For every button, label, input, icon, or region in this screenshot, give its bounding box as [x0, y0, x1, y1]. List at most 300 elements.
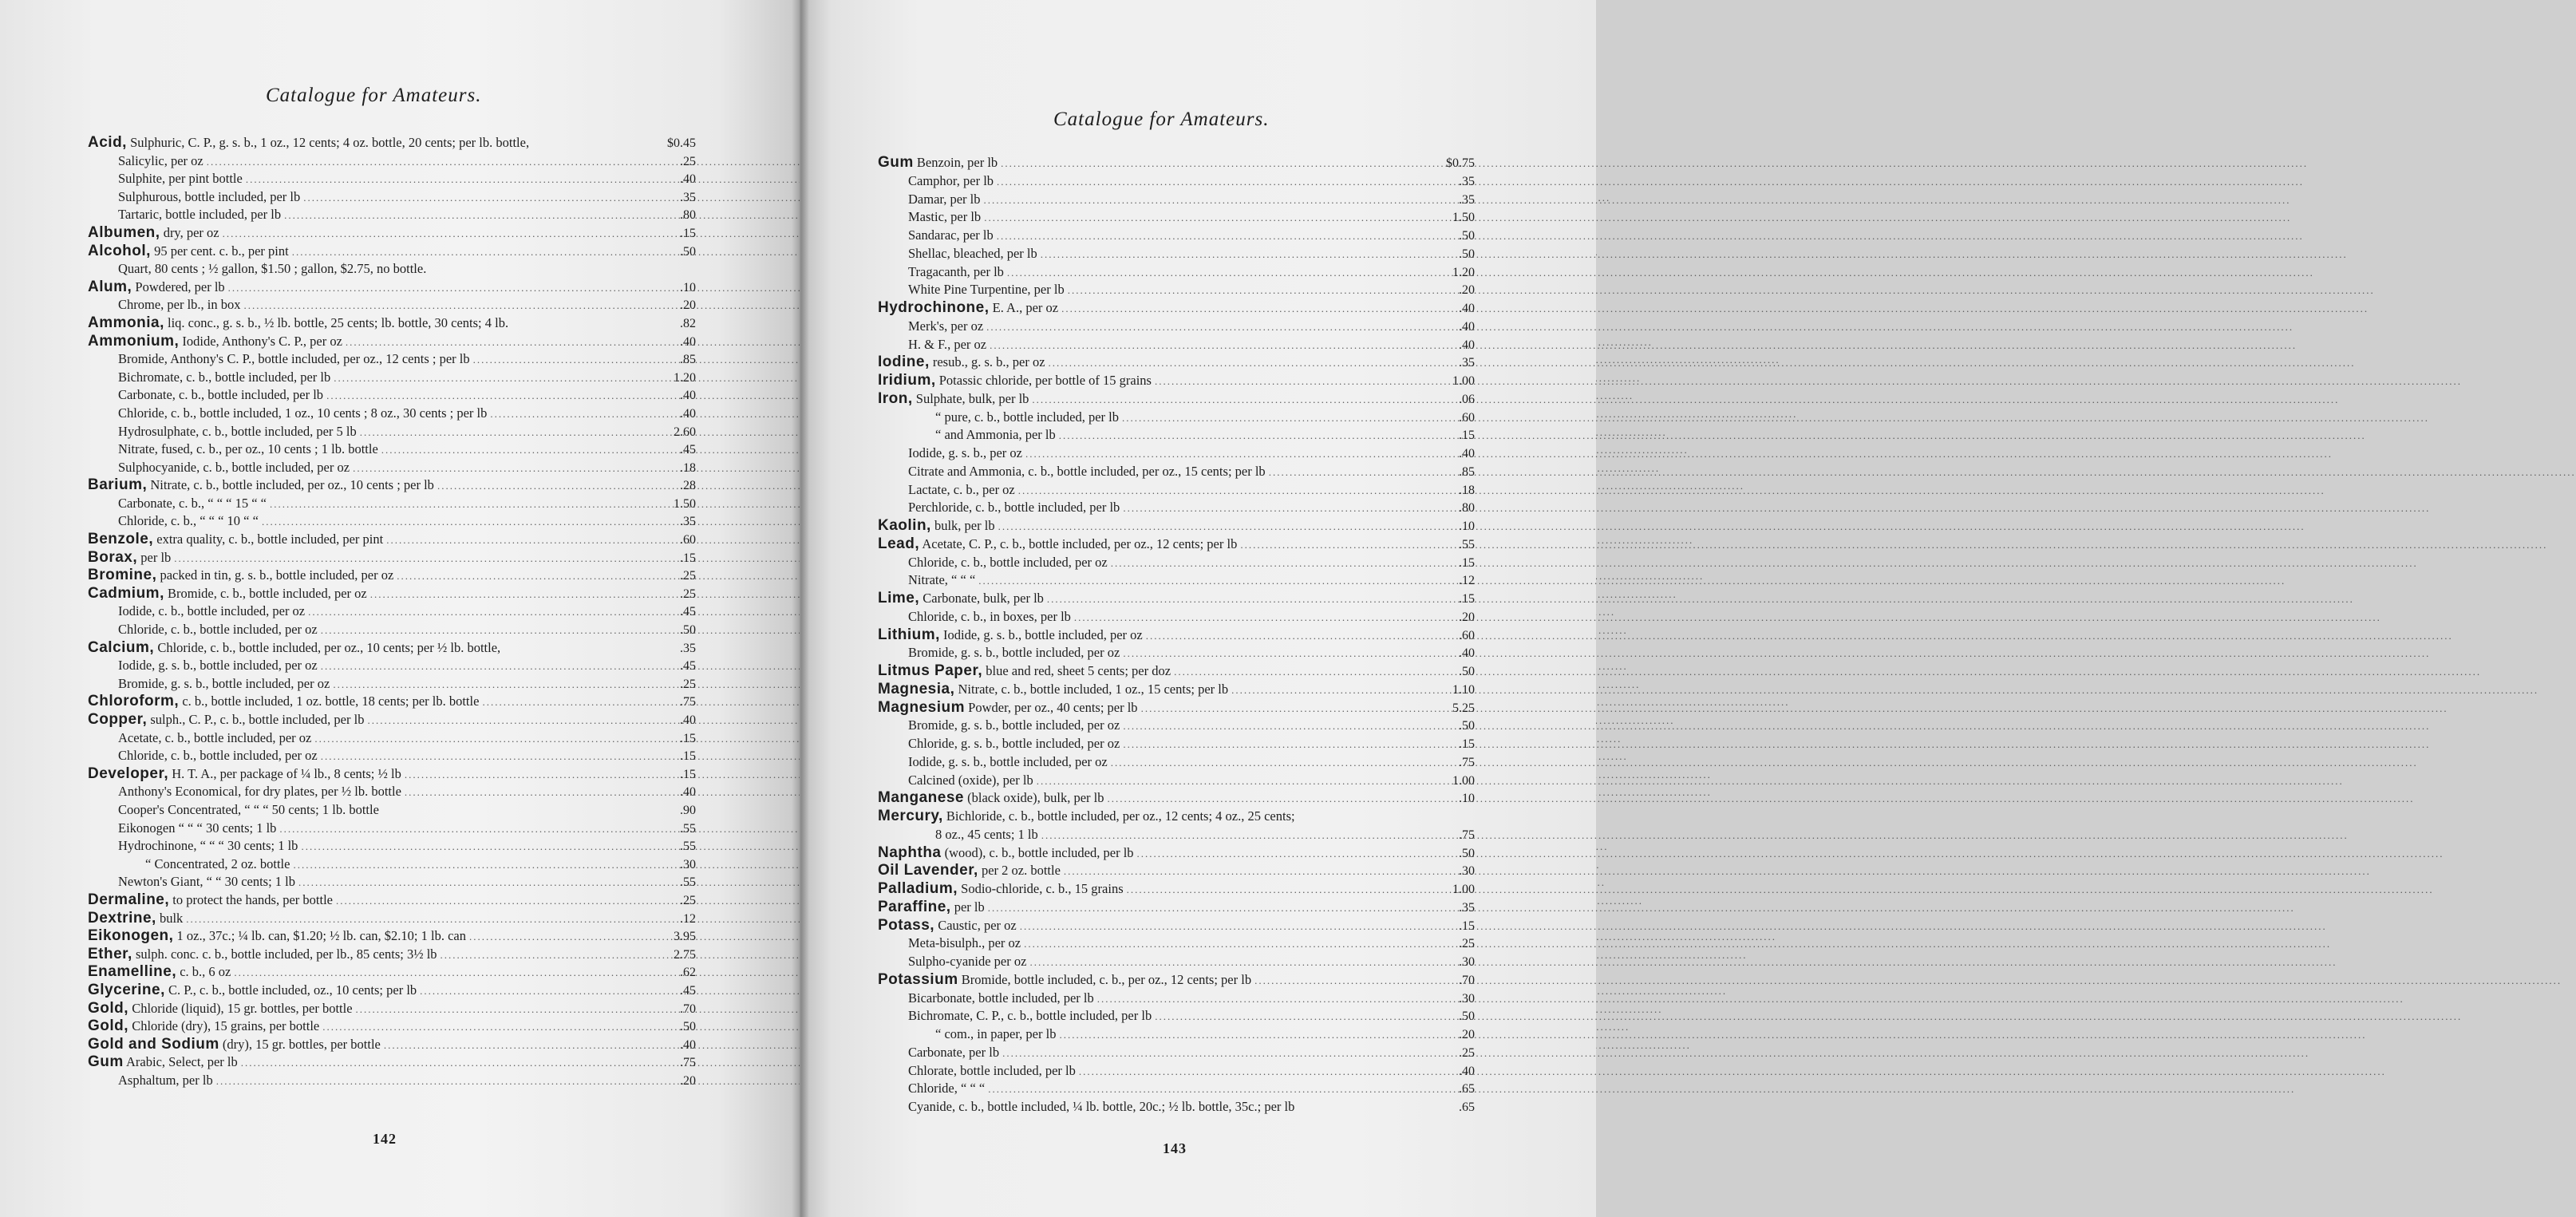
entry-price: .10: [1459, 792, 1475, 806]
dot-leader: [1059, 426, 1433, 445]
entry-text: resub., g. s. b., per oz: [929, 354, 1045, 370]
page-number: 143: [1163, 1140, 1187, 1156]
catalogue-entry: [88, 982, 696, 1000]
catalogue-entry: [878, 390, 1475, 409]
catalogue-entry: [878, 826, 1475, 844]
dot-leader: [1049, 354, 1433, 373]
entry-text: Benzoin, per lb: [913, 155, 998, 170]
entry-text: Sulphuric, C. P., g. s. b., 1 oz., 12 cents; 4 oz. bottle, 20 cents; per lb. bottle,: [126, 135, 530, 150]
entry-price: .15: [1459, 592, 1475, 606]
catalogue-entry: [88, 495, 696, 513]
entry-price: .30: [680, 857, 696, 871]
entry-text: Powder, per oz., 40 cents; per lb: [965, 699, 1138, 715]
entry-keyword: Hydrochinone,: [878, 299, 990, 316]
entry-keyword: Dextrine,: [88, 909, 156, 927]
entry-price: .20: [1459, 610, 1475, 624]
page-number: 142: [373, 1131, 397, 1147]
entry-description: [88, 820, 276, 838]
entry-keyword: Naphtha: [878, 844, 942, 861]
catalogue-entry: [88, 639, 696, 658]
entry-text: Nitrate, fused, c. b., per oz., 10 cents ; 1 lb. bottle: [118, 441, 378, 457]
catalogue-entry: [878, 281, 1475, 299]
catalogue-entry: [88, 1072, 696, 1090]
entry-price: .35: [1459, 174, 1475, 188]
dot-leader: [473, 350, 654, 369]
entry-description: [88, 927, 466, 946]
catalogue-entry: [878, 554, 1475, 572]
entry-description: [88, 747, 318, 765]
entry-text: c. b., bottle included, 1 oz. bottle, 18 cents; per lb. bottle: [179, 693, 480, 709]
catalogue-entry: [878, 154, 1475, 172]
entry-text: Bichromate, C. P., c. b., bottle included, per lb: [908, 1008, 1152, 1024]
entry-price: .45: [680, 983, 696, 998]
catalogue-entries: [878, 154, 1475, 1116]
dot-leader: [1122, 409, 1433, 428]
catalogue-entry: [88, 567, 696, 585]
catalogue-entry: [88, 243, 696, 261]
entry-text: Tragacanth, per lb: [908, 263, 1004, 279]
entry-price: .15: [1459, 555, 1475, 570]
entry-description: [878, 571, 975, 590]
entry-text: Asphaltum, per lb: [118, 1072, 213, 1088]
catalogue-entry: [878, 934, 1475, 953]
entry-text: E. A., per oz: [989, 300, 1059, 315]
entry-price: .15: [680, 749, 696, 764]
dot-leader: [978, 571, 1433, 591]
entry-description: [878, 1098, 1294, 1116]
entry-description: [88, 279, 225, 297]
entry-price: .75: [680, 1056, 696, 1070]
dot-leader: [1074, 608, 1433, 627]
entry-price: .60: [1459, 628, 1475, 642]
entry-price: .20: [1459, 283, 1475, 298]
entry-description: [88, 152, 203, 171]
entry-price: .10: [680, 280, 696, 294]
entry-text: Acetate, c. b., bottle included, per oz: [118, 729, 312, 745]
entry-keyword: Mercury,: [878, 808, 943, 824]
entry-description: [88, 585, 367, 603]
dot-leader: [1111, 753, 1433, 772]
entry-price: .65: [1459, 1082, 1475, 1096]
entry-price: .15: [1459, 429, 1475, 443]
catalogue-entry: [878, 1025, 1475, 1044]
dot-leader: [1269, 463, 1433, 482]
dot-leader: [1059, 1025, 1433, 1045]
entry-text: Sandarac, per lb: [908, 227, 994, 243]
dot-leader: [1231, 681, 1433, 700]
dot-leader: [988, 1080, 1433, 1099]
entry-text: Nitrate, “ “ “: [908, 572, 976, 588]
dot-leader: [262, 512, 654, 531]
entry-text: Camphor, per lb: [908, 172, 994, 188]
catalogue-entry: [878, 735, 1475, 753]
dot-leader: [314, 729, 654, 749]
entry-text: Potassic chloride, per bottle of 15 grains: [935, 373, 1152, 388]
entry-text: blue and red, sheet 5 cents; per doz: [982, 663, 1171, 678]
entry-text: Chrome, per lb., in box: [118, 297, 241, 313]
catalogue-entry: [88, 693, 696, 711]
entry-description: [88, 873, 295, 891]
entry-price: .55: [680, 821, 696, 836]
entry-keyword: Copper,: [88, 711, 148, 728]
dot-leader: [370, 585, 654, 604]
dot-leader: [334, 369, 654, 388]
entry-keyword: Benzole,: [88, 531, 154, 548]
entry-price: .15: [680, 731, 696, 745]
entry-keyword: Developer,: [88, 765, 169, 782]
catalogue-entry: [88, 314, 696, 333]
entry-description: [88, 206, 281, 224]
dot-leader: [1123, 499, 1433, 518]
entry-text: Bichromate, c. b., bottle included, per lb: [118, 369, 331, 385]
entry-price: .35: [1459, 356, 1475, 370]
catalogue-entry: [88, 657, 696, 675]
entry-price: .40: [1459, 1064, 1475, 1078]
entry-text: Iodide, g. s. b., bottle included, per oz: [939, 626, 1143, 642]
entry-description: [878, 463, 1266, 481]
entry-price: .25: [680, 677, 696, 691]
entry-keyword: Iridium,: [878, 372, 936, 389]
catalogue-entry: [88, 549, 696, 567]
entry-text: Shellac, bleached, per lb: [908, 245, 1037, 261]
catalogue-entry: [88, 333, 696, 351]
entry-keyword: Borax,: [88, 548, 138, 566]
dot-leader: [1007, 263, 1433, 283]
entry-description: [88, 729, 311, 748]
entry-description: [878, 299, 1058, 318]
entry-description: [88, 837, 298, 855]
dot-leader: [1174, 662, 1433, 682]
entry-text: Bromide, bottle included, c. b., per oz., 12 cents; per lb: [958, 971, 1252, 987]
entry-keyword: Glycerine,: [88, 981, 165, 998]
dot-leader: [1107, 789, 1433, 808]
catalogue-entry: [88, 350, 696, 369]
dot-leader: [1001, 154, 1433, 173]
dot-leader: [326, 386, 654, 405]
catalogue-entry: [88, 711, 696, 729]
entry-description: [878, 154, 998, 172]
entry-price: .75: [1459, 828, 1475, 842]
entry-text: bulk: [156, 910, 184, 926]
entry-price: .62: [680, 966, 696, 980]
catalogue-entry: [88, 224, 696, 243]
dot-leader: [1079, 1062, 1433, 1081]
entry-description: [878, 390, 1029, 409]
entry-price: .55: [680, 875, 696, 890]
entry-description: [878, 808, 1295, 826]
catalogue-entries: [88, 134, 696, 1089]
entry-keyword: Ether,: [88, 945, 132, 962]
entry-price: .12: [1459, 574, 1475, 588]
catalogue-entry: [88, 747, 696, 765]
entry-keyword: Gold,: [88, 999, 129, 1017]
right-page: [800, 0, 1596, 1217]
dot-leader: [1240, 535, 1433, 555]
entry-price: 3.95: [674, 930, 696, 944]
catalogue-entry: [878, 336, 1475, 354]
entry-text: Anthony's Economical, for dry plates, per ½ lb. bottle: [118, 784, 401, 800]
entry-price: .30: [1459, 955, 1475, 969]
entry-text: Sulphurous, bottle included, per lb: [118, 188, 301, 204]
catalogue-entry: [878, 191, 1475, 209]
entry-description: [878, 644, 1120, 662]
dot-leader: [381, 441, 654, 460]
entry-description: [88, 1072, 213, 1090]
catalogue-entry: [88, 603, 696, 621]
entry-text: Mastic, per lb: [908, 209, 982, 225]
catalogue-entry: [878, 699, 1475, 717]
dot-leader: [441, 946, 654, 965]
catalogue-entry: [878, 990, 1475, 1008]
entry-description: [88, 170, 243, 188]
entry-text: Chloride (liquid), 15 gr. bottles, per bottle: [128, 1000, 353, 1016]
entry-price: .40: [680, 172, 696, 187]
entry-price: .20: [680, 1073, 696, 1088]
catalogue-entry: [878, 481, 1475, 500]
catalogue-entry: [878, 772, 1475, 790]
entry-description: [878, 699, 1138, 717]
entry-keyword: Gum: [88, 1053, 124, 1071]
catalogue-entry: [878, 463, 1475, 481]
entry-text: 95 per cent. c. b., per pint: [150, 243, 289, 259]
dot-leader: [1123, 644, 1433, 663]
catalogue-entry: [878, 662, 1475, 681]
entry-price: .50: [680, 623, 696, 638]
entry-description: [88, 476, 434, 495]
entry-price: .50: [680, 1020, 696, 1034]
dot-leader: [293, 855, 654, 875]
entry-price: .40: [1459, 447, 1475, 460]
dot-leader: [1047, 590, 1433, 609]
entry-description: [878, 735, 1120, 753]
entry-description: [878, 1062, 1076, 1081]
entry-text: Acetate, C. P., c. b., bottle included, per oz., 12 cents; per lb: [919, 535, 1238, 551]
catalogue-entry: [88, 531, 696, 549]
entry-price: $0.75: [1446, 156, 1475, 170]
entry-description: [878, 1007, 1152, 1025]
entry-text: packed in tin, g. s. b., bottle included, per oz: [156, 567, 394, 583]
entry-text: Nitrate, c. b., bottle included, per oz., 10 cents ; per lb: [147, 477, 434, 493]
entry-keyword: Eikonogen,: [88, 927, 174, 945]
catalogue-entry: [878, 1044, 1475, 1062]
entry-description: [878, 953, 1026, 971]
dot-leader: [1002, 1044, 1433, 1063]
catalogue-entry: [878, 372, 1475, 390]
entry-description: [88, 675, 330, 693]
dot-leader: [420, 982, 654, 1001]
entry-text: Powdered, per lb: [132, 279, 225, 294]
entry-price: 5.25: [1452, 701, 1475, 715]
entry-text: Iodide, g. s. b., per oz: [908, 445, 1022, 460]
entry-text: Calcined (oxide), per lb: [908, 772, 1033, 788]
entry-text: Chlorate, bottle included, per lb: [908, 1062, 1076, 1078]
entry-price: 2.75: [674, 947, 696, 962]
entry-text: Meta-bisulph., per oz: [908, 935, 1021, 951]
catalogue-entry: [88, 260, 696, 279]
entry-description: [88, 855, 290, 874]
entry-text: “ pure, c. b., bottle included, per lb: [935, 409, 1120, 425]
entry-text: extra quality, c. b., bottle included, per pint: [153, 531, 384, 547]
entry-description: [88, 603, 305, 621]
catalogue-entry: [88, 134, 696, 152]
entry-text: Sulpho-cyanide per oz: [908, 954, 1027, 969]
entry-keyword: Gold and Sodium: [88, 1035, 219, 1053]
dot-leader: [303, 188, 654, 207]
entry-text: liq. conc., g. s. b., ½ lb. bottle, 25 cents; lb. bottle, 30 cents; 4 lb.: [164, 314, 509, 330]
entry-price: .15: [680, 226, 696, 240]
dot-leader: [353, 459, 654, 478]
entry-description: [88, 1017, 319, 1036]
entry-text: per lb: [950, 899, 985, 915]
entry-keyword: Kaolin,: [878, 517, 931, 534]
catalogue-entry: [878, 1007, 1475, 1025]
entry-price: .12: [680, 911, 696, 926]
entry-price: .50: [1459, 1010, 1475, 1024]
entry-description: [878, 499, 1120, 517]
entry-price: .10: [1459, 520, 1475, 533]
catalogue-entry: [878, 717, 1475, 735]
entry-text: Bromide, c. b., bottle included, per oz: [164, 585, 367, 601]
catalogue-entry: [878, 681, 1475, 699]
catalogue-entry: [88, 512, 696, 531]
dot-leader: [301, 837, 654, 856]
entry-price: .50: [1459, 247, 1475, 261]
dot-leader: [321, 657, 654, 676]
entry-price: .40: [1459, 646, 1475, 661]
entry-text: Carbonate, bulk, per lb: [919, 591, 1044, 606]
catalogue-entry: [88, 873, 696, 891]
entry-description: [878, 862, 1061, 880]
catalogue-entry: [878, 318, 1475, 336]
dot-leader: [228, 279, 654, 298]
dot-leader: [990, 336, 1433, 355]
catalogue-entry: [88, 476, 696, 495]
catalogue-entry: [88, 152, 696, 171]
catalogue-entry: [88, 585, 696, 603]
dot-leader: [360, 423, 654, 442]
catalogue-entry: [88, 441, 696, 459]
dot-leader: [1068, 281, 1433, 300]
entry-price: .50: [1459, 665, 1475, 678]
catalogue-entry: [88, 1036, 696, 1054]
dot-leader: [437, 476, 654, 496]
dot-leader: [1024, 934, 1433, 954]
catalogue-entry: [878, 535, 1475, 554]
entry-price: .35: [1459, 192, 1475, 207]
entry-text: “ and Ammonia, per lb: [935, 427, 1056, 443]
entry-price: .50: [680, 244, 696, 259]
entry-description: [88, 531, 383, 549]
entry-price: .90: [680, 803, 696, 817]
catalogue-entry: [878, 953, 1475, 971]
entry-price: .70: [1459, 973, 1475, 987]
dot-leader: [321, 621, 654, 640]
dot-leader: [386, 531, 654, 550]
catalogue-entry: [878, 263, 1475, 282]
catalogue-entry: [878, 409, 1475, 427]
catalogue-entry: [88, 837, 696, 855]
entry-text: Arabic, Select, per lb: [123, 1054, 238, 1070]
entry-keyword: Paraffine,: [878, 898, 951, 915]
entry-keyword: Gum: [878, 154, 914, 171]
entry-description: [88, 314, 508, 333]
entry-text: Chloride (dry), 15 grains, per bottle: [128, 1018, 320, 1034]
entry-text: (black oxide), bulk, per lb: [963, 790, 1104, 806]
entry-price: .20: [1459, 1028, 1475, 1041]
entry-description: [878, 172, 994, 191]
entry-text: Hydrosulphate, c. b., bottle included, per 5 lb: [118, 423, 357, 439]
entry-text: sulph., C. P., c. b., bottle included, per lb: [147, 712, 365, 727]
entry-keyword: Magnesium: [878, 698, 966, 716]
catalogue-entry: [878, 245, 1475, 263]
entry-text: Lactate, c. b., per oz: [908, 481, 1015, 497]
entry-description: [88, 765, 401, 784]
entry-description: [88, 549, 171, 567]
dot-leader: [223, 224, 654, 243]
catalogue-entry: [878, 971, 1475, 990]
catalogue-entry: [88, 423, 696, 441]
entry-text: Bromide, g. s. b., bottle included, per oz: [908, 645, 1120, 661]
entry-price: 1.20: [674, 370, 696, 385]
entry-description: [878, 554, 1108, 572]
catalogue-entry: [878, 354, 1475, 372]
dot-leader: [270, 495, 654, 514]
entry-text: Perchloride, c. b., bottle included, per lb: [908, 500, 1120, 516]
entry-keyword: Acid,: [88, 134, 127, 151]
entry-description: [88, 333, 342, 351]
dot-leader: [988, 899, 1433, 918]
entry-keyword: Iron,: [878, 389, 913, 407]
entry-text: bulk, per lb: [930, 518, 995, 533]
dot-leader: [346, 333, 654, 352]
entry-price: .82: [680, 316, 696, 330]
catalogue-entry: [88, 910, 696, 928]
entry-price: .25: [1459, 937, 1475, 951]
entry-description: [878, 245, 1037, 263]
entry-description: [878, 971, 1251, 990]
catalogue-entry: [88, 783, 696, 801]
catalogue-entry: [88, 765, 696, 784]
page-header: Catalogue for Amateurs.: [266, 85, 482, 106]
catalogue-entry: [878, 899, 1475, 917]
entry-text: Chloride, c. b., bottle included, per oz., 10 cents; per ½ lb. bottle,: [154, 639, 501, 655]
entry-text: Bromide, g. s. b., bottle included, per oz: [908, 717, 1120, 733]
catalogue-entry: [878, 590, 1475, 608]
entry-price: .30: [1459, 991, 1475, 1006]
entry-description: [878, 626, 1143, 645]
catalogue-entry: [88, 386, 696, 405]
catalogue-entry: [878, 1098, 1475, 1116]
entry-text: Chloride, c. b., “ “ “ 10 “ “: [118, 513, 259, 529]
entry-text: Carbonate, c. b., “ “ “ 15 “ “: [118, 495, 267, 511]
entry-text: Citrate and Ammonia, c. b., bottle included, per oz., 15 cents; per lb: [908, 463, 1266, 479]
entry-text: to protect the hands, per bottle: [169, 891, 333, 907]
entry-description: [878, 517, 995, 535]
dot-leader: [490, 405, 654, 424]
entry-text: sulph. conc. c. b., bottle included, per lb., 85 cents; 3½ lb: [132, 946, 437, 962]
entry-text: (wood), c. b., bottle included, per lb: [941, 844, 1134, 860]
entry-description: [878, 1025, 1056, 1044]
catalogue-entry: [88, 1053, 696, 1072]
dot-leader: [284, 206, 654, 225]
entry-description: [88, 243, 289, 261]
entry-description: [88, 224, 219, 243]
catalogue-entry: [88, 675, 696, 693]
dot-leader: [1155, 1007, 1433, 1026]
dot-leader: [1254, 971, 1433, 990]
entry-description: [88, 188, 300, 207]
entry-text: Iodide, g. s. b., bottle included, per oz: [908, 753, 1108, 769]
